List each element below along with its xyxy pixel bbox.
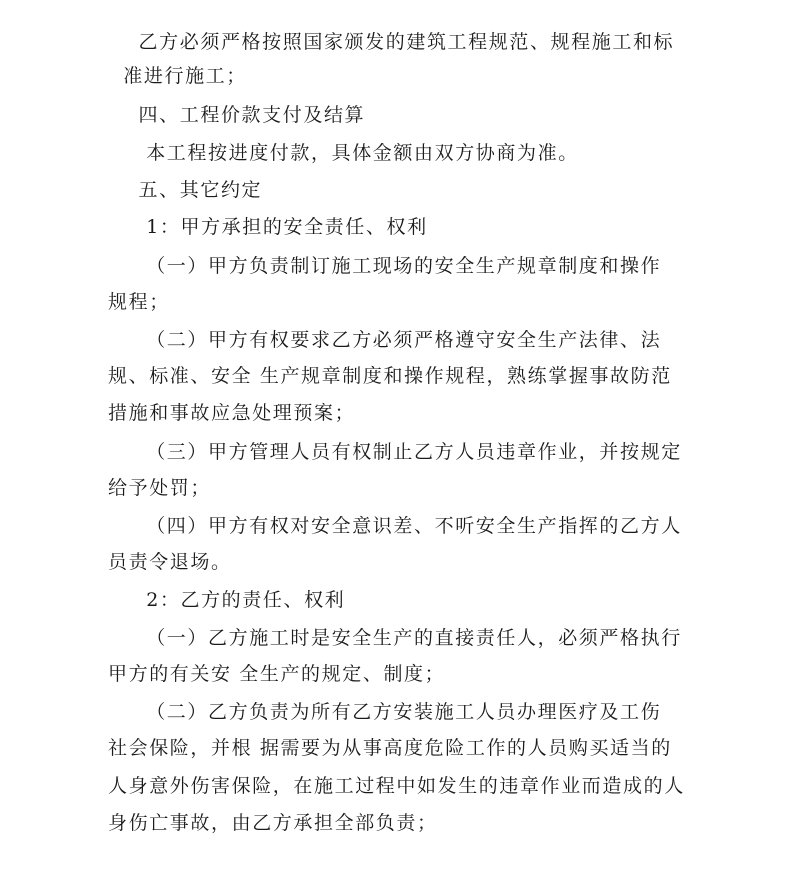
- text-line: （二）乙方负责为所有乙方安装施工人员办理医疗及工伤: [108, 701, 662, 723]
- text-line: （四）甲方有权对安全意识差、不听安全生产指挥的乙方人: [108, 515, 682, 537]
- section-heading: 四、工程价款支付及结算: [108, 104, 366, 126]
- subsection-heading: 1：甲方承担的安全责任、权利: [108, 216, 428, 238]
- text-line: 给予处罚；: [108, 477, 212, 499]
- text-line: （三）甲方管理人员有权制止乙方人员违章作业，并按规定: [108, 441, 682, 463]
- text-line: 乙方必须严格按照国家颁发的建筑工程规范、规程施工和标: [108, 31, 675, 53]
- text-line: 人身意外伤害保险，在施工过程中如发生的违章作业而造成的人: [108, 775, 685, 797]
- text-line: （一）甲方负责制订施工现场的安全生产规章制度和操作: [108, 255, 662, 277]
- text-line: 准进行施工；: [108, 65, 247, 87]
- text-line: 规程；: [108, 291, 170, 313]
- text-line: 身伤亡事故，由乙方承担全部负责；: [108, 812, 438, 834]
- text-line: 措施和事故应急处理预案；: [108, 402, 356, 424]
- section-heading: 五、其它约定: [108, 179, 263, 201]
- text-line: （二）甲方有权要求乙方必须严格遵守安全生产法律、法: [108, 329, 662, 351]
- text-line: 本工程按进度付款，具体金额由双方协商为准。: [108, 142, 579, 164]
- text-line: 员责令退场。: [108, 551, 232, 573]
- text-line: 甲方的有关安 全生产的规定、制度；: [108, 663, 446, 685]
- text-line: （一）乙方施工时是安全生产的直接责任人，必须严格执行: [108, 627, 682, 649]
- text-line: 社会保险，并根 据需要为从事高度危险工作的人员购买适当的: [108, 737, 672, 759]
- text-line: 规、标准、安全 生产规章制度和操作规程，熟练掌握事故防范: [108, 365, 672, 387]
- subsection-heading: 2：乙方的责任、权利: [108, 589, 346, 611]
